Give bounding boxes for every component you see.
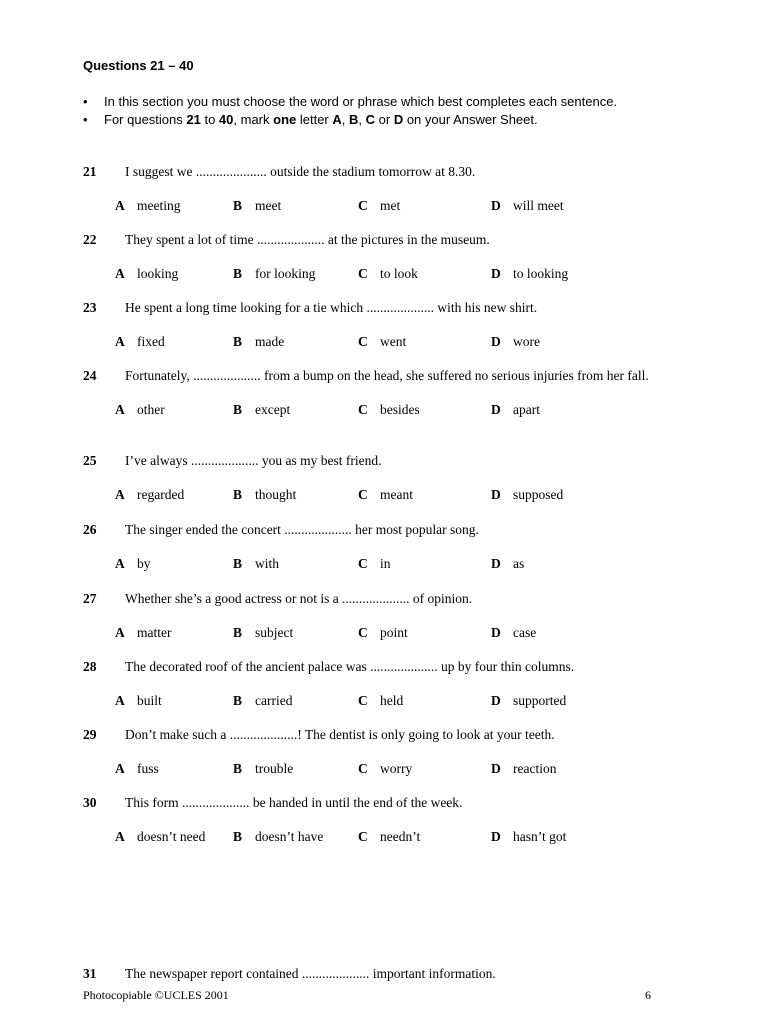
question-23 bbox=[83, 300, 683, 350]
instruction-item bbox=[83, 93, 617, 111]
option-c[interactable]: C went bbox=[358, 334, 407, 349]
option-a[interactable]: A doesn’t need bbox=[115, 829, 206, 844]
option-b[interactable]: B trouble bbox=[233, 761, 294, 776]
answer-options bbox=[83, 402, 683, 418]
bullet-icon: • bbox=[83, 94, 88, 109]
question-number: 30 bbox=[83, 795, 97, 810]
question-26 bbox=[83, 522, 683, 572]
question-29 bbox=[83, 727, 683, 777]
section-title: Questions 21 – 40 bbox=[83, 58, 194, 73]
question-number: 31 bbox=[83, 966, 97, 981]
question-text: I’ve always .................... you as my best friend. bbox=[125, 453, 382, 468]
question-number: 26 bbox=[83, 522, 97, 537]
option-c[interactable]: C needn’t bbox=[358, 829, 421, 844]
answer-options bbox=[83, 266, 683, 282]
question-text: Whether she’s a good actress or not is a .................... of opinion. bbox=[125, 591, 473, 606]
option-a[interactable]: A looking bbox=[115, 266, 179, 281]
option-a[interactable]: A fuss bbox=[115, 761, 159, 776]
option-a[interactable]: A by bbox=[115, 556, 151, 571]
option-a[interactable]: A built bbox=[115, 693, 162, 708]
option-d[interactable]: D case bbox=[491, 625, 537, 640]
option-a[interactable]: A regarded bbox=[115, 487, 185, 502]
question-text: The singer ended the concert .................... her most popular song. bbox=[125, 522, 479, 537]
question-number: 23 bbox=[83, 300, 97, 315]
question-28 bbox=[83, 659, 683, 709]
question-text: They spent a lot of time .................... at the pictures in the museum. bbox=[125, 232, 490, 247]
question-text: The newspaper report contained .................... important information. bbox=[125, 966, 496, 981]
question-text: I suggest we ..................... outside the stadium tomorrow at 8.30. bbox=[125, 164, 476, 179]
question-number: 28 bbox=[83, 659, 97, 674]
answer-options bbox=[83, 556, 683, 572]
option-d[interactable]: D wore bbox=[491, 334, 540, 349]
question-24 bbox=[83, 368, 683, 418]
question-31 bbox=[83, 966, 683, 982]
question-25 bbox=[83, 453, 683, 503]
question-text: Don’t make such a ....................! The dentist is only going to look at your teeth. bbox=[125, 727, 555, 742]
option-b[interactable]: B carried bbox=[233, 693, 293, 708]
option-c[interactable]: C besides bbox=[358, 402, 420, 417]
option-b[interactable]: B with bbox=[233, 556, 280, 571]
question-27 bbox=[83, 591, 683, 641]
option-a[interactable]: A meeting bbox=[115, 198, 181, 213]
option-d[interactable]: D apart bbox=[491, 402, 540, 417]
option-c[interactable]: C in bbox=[358, 556, 391, 571]
answer-options bbox=[83, 334, 683, 350]
question-number: 29 bbox=[83, 727, 97, 742]
question-text: The decorated roof of the ancient palace was .................... up by four thin columns. bbox=[125, 659, 575, 674]
question-text: He spent a long time looking for a tie which .................... with his new shirt. bbox=[125, 300, 538, 315]
option-c[interactable]: C met bbox=[358, 198, 401, 213]
answer-options bbox=[83, 829, 683, 845]
bullet-icon: • bbox=[83, 112, 88, 127]
option-c[interactable]: C held bbox=[358, 693, 404, 708]
answer-options bbox=[83, 693, 683, 709]
option-c[interactable]: C point bbox=[358, 625, 408, 640]
question-number: 25 bbox=[83, 453, 97, 468]
page-number: 6 bbox=[645, 988, 651, 1002]
question-number: 21 bbox=[83, 164, 97, 179]
copyright-footer: Photocopiable ©UCLES 2001 bbox=[83, 988, 229, 1002]
option-a[interactable]: A other bbox=[115, 402, 165, 417]
option-d[interactable]: D will meet bbox=[491, 198, 564, 213]
option-b[interactable]: B doesn’t have bbox=[233, 829, 324, 844]
question-number: 24 bbox=[83, 368, 97, 383]
question-number: 27 bbox=[83, 591, 97, 606]
question-21 bbox=[83, 164, 683, 214]
option-c[interactable]: C to look bbox=[358, 266, 418, 281]
option-d[interactable]: D to looking bbox=[491, 266, 569, 281]
answer-options bbox=[83, 198, 683, 214]
instruction-text: In this section you must choose the word or phrase which best completes each sentence. bbox=[104, 94, 618, 109]
question-text: This form .................... be handed in until the end of the week. bbox=[125, 795, 463, 810]
option-d[interactable]: D supported bbox=[491, 693, 567, 708]
question-30 bbox=[83, 795, 683, 845]
option-a[interactable]: A matter bbox=[115, 625, 172, 640]
option-c[interactable]: C worry bbox=[358, 761, 413, 776]
option-d[interactable]: D reaction bbox=[491, 761, 557, 776]
answer-options bbox=[83, 761, 683, 777]
answer-options bbox=[83, 625, 683, 641]
option-d[interactable]: D hasn’t got bbox=[491, 829, 567, 844]
question-text: Fortunately, .................... from a bump on the head, she suffered no serious injuries from her fall. bbox=[125, 368, 649, 383]
option-b[interactable]: B subject bbox=[233, 625, 294, 640]
answer-options bbox=[83, 487, 683, 503]
option-b[interactable]: B for looking bbox=[233, 266, 316, 281]
instruction-text: For questions 21 to 40, mark one letter A, B, C or D on your Answer Sheet. bbox=[104, 112, 538, 127]
option-b[interactable]: B thought bbox=[233, 487, 297, 502]
instructions bbox=[83, 93, 617, 129]
option-d[interactable]: D supposed bbox=[491, 487, 564, 502]
option-b[interactable]: B except bbox=[233, 402, 291, 417]
option-b[interactable]: B meet bbox=[233, 198, 282, 213]
option-a[interactable]: A fixed bbox=[115, 334, 165, 349]
option-b[interactable]: B made bbox=[233, 334, 285, 349]
question-22 bbox=[83, 232, 683, 282]
option-c[interactable]: C meant bbox=[358, 487, 413, 502]
option-d[interactable]: D as bbox=[491, 556, 525, 571]
question-number: 22 bbox=[83, 232, 97, 247]
instruction-item bbox=[83, 111, 617, 129]
